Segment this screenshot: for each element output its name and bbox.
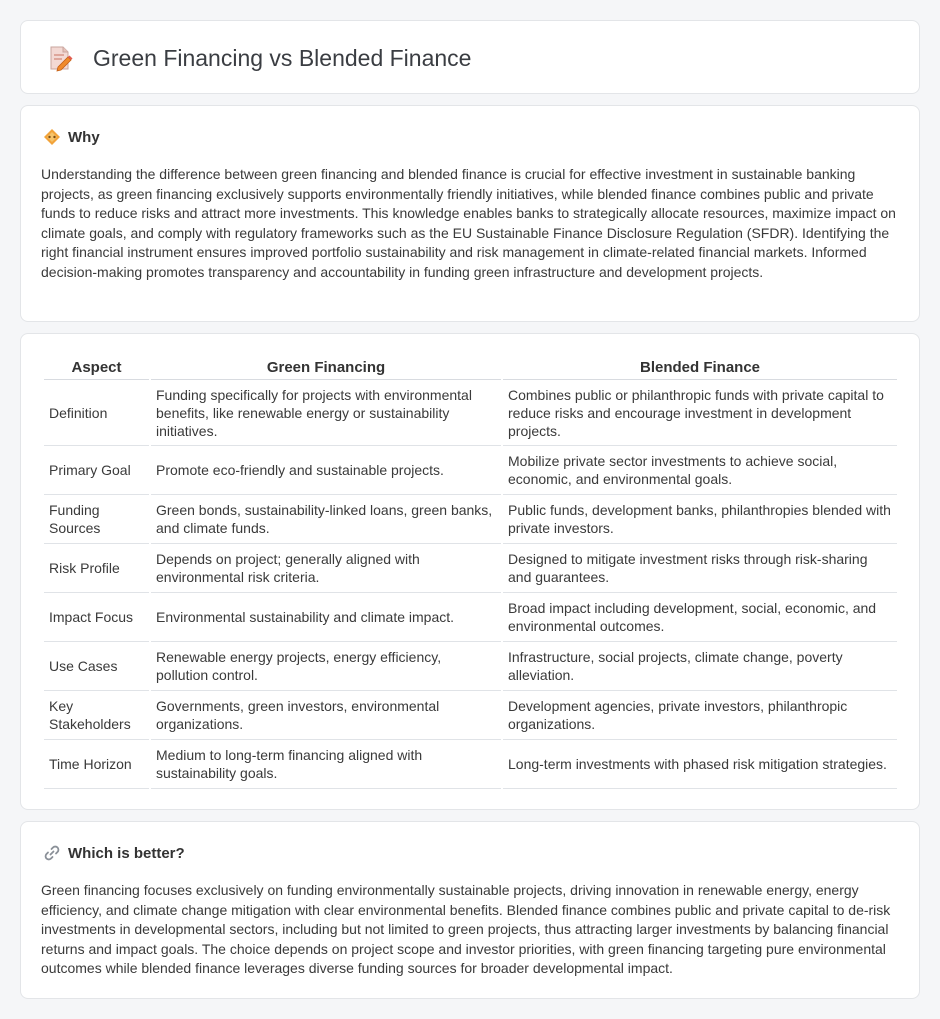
green-cell: Funding specifically for projects with environmental benefits, like renewable energy or sustainability initiatives.: [151, 380, 501, 446]
table-row: [44, 642, 897, 691]
green-cell: Medium to long-term financing aligned with sustainability goals.: [151, 740, 501, 789]
blended-cell: Mobilize private sector investments to achieve social, economic, and environmental goals.: [503, 446, 897, 495]
comparison-card: [20, 333, 920, 810]
aspect-cell: Funding Sources: [44, 495, 149, 544]
green-cell: Environmental sustainability and climate impact.: [151, 593, 501, 642]
why-heading-row: [43, 128, 100, 146]
blended-cell: Combines public or philanthropic funds with private capital to reduce risks and encourage investment in development projects.: [503, 380, 897, 446]
blended-cell: Broad impact including development, social, economic, and environmental outcomes.: [503, 593, 897, 642]
aspect-cell: Definition: [44, 380, 149, 446]
why-text: Understanding the difference between green financing and blended finance is crucial for effective investment in sustainable banking projects, as green financing exclusively supports environmentally friendly initiatives, while blended finance combines public and private funds to reduce risks and attract more investments. This knowledge enables banks to strategically allocate resources, maximize impact on climate goals, and comply with regulatory frameworks such as the EU Sustainable Finance Disclosure Regulation (SFDR). Identifying the right financial instrument ensures improved portfolio sustainability and risk management in climate-related financial markets. Informed decision-making promotes transparency and accountability in funding green infrastructure and development projects.: [41, 166, 896, 280]
better-card: [20, 821, 920, 999]
aspect-cell: Risk Profile: [44, 544, 149, 593]
why-heading: Why: [68, 128, 100, 146]
green-cell: Green bonds, sustainability-linked loans, green banks, and climate funds.: [151, 495, 501, 544]
comparison-table: [42, 354, 899, 789]
aspect-cell: Impact Focus: [44, 593, 149, 642]
why-card: [20, 105, 920, 322]
table-row: [44, 380, 897, 446]
table-row: [44, 691, 897, 740]
table-row: [44, 544, 897, 593]
better-text: Green financing focuses exclusively on funding environmentally sustainable projects, driving innovation in renewable energy, energy efficiency, and climate change mitigation with clear environmental benefits. Blended finance combines public and private capital to de-risk investments in developmental sectors, including but not limited to green projects, thus attracting larger investments by balancing financial returns and impact goals. The choice depends on project scope and investor priorities, with green financing targeting pure environmental outcomes while blended finance leverages diverse funding sources for broader developmental impact.: [41, 882, 891, 976]
green-cell: Governments, green investors, environmental organizations.: [151, 691, 501, 740]
diamond-icon: [43, 128, 61, 146]
blended-cell: Long-term investments with phased risk mitigation strategies.: [503, 740, 897, 789]
table-row: [44, 495, 897, 544]
green-cell: Renewable energy projects, energy efficiency, pollution control.: [151, 642, 501, 691]
better-heading: Which is better?: [68, 844, 185, 862]
page-title: Green Financing vs Blended Finance: [93, 44, 472, 71]
blended-cell: Public funds, development banks, philanthropies blended with private investors.: [503, 495, 897, 544]
header-card: [20, 20, 920, 94]
green-cell: Promote eco-friendly and sustainable projects.: [151, 446, 501, 495]
column-header-aspect: Aspect: [44, 354, 149, 380]
aspect-cell: Time Horizon: [44, 740, 149, 789]
green-cell: Depends on project; generally aligned with environmental risk criteria.: [151, 544, 501, 593]
table-row: [44, 446, 897, 495]
better-heading-row: [43, 844, 185, 862]
blended-cell: Designed to mitigate investment risks through risk-sharing and guarantees.: [503, 544, 897, 593]
table-row: [44, 593, 897, 642]
column-header-blended: Blended Finance: [503, 354, 897, 380]
aspect-cell: Primary Goal: [44, 446, 149, 495]
table-header-row: [44, 354, 897, 380]
blended-cell: Development agencies, private investors, philanthropic organizations.: [503, 691, 897, 740]
page-title-row: [45, 43, 471, 73]
table-row: [44, 740, 897, 789]
aspect-cell: Use Cases: [44, 642, 149, 691]
link-icon: [43, 844, 61, 862]
blended-cell: Infrastructure, social projects, climate change, poverty alleviation.: [503, 642, 897, 691]
column-header-green: Green Financing: [151, 354, 501, 380]
document-pen-icon: [45, 43, 75, 73]
aspect-cell: Key Stakeholders: [44, 691, 149, 740]
